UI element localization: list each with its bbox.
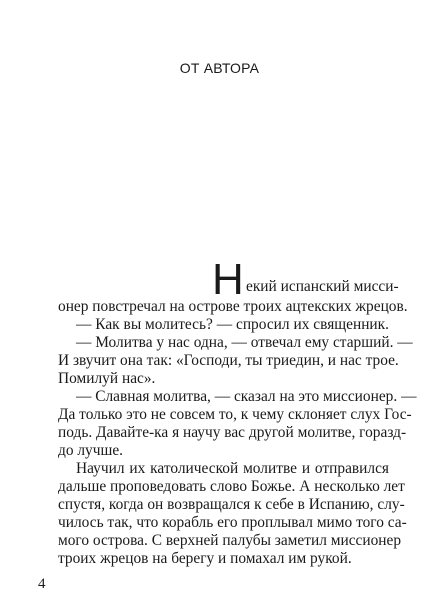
text-line: дальше проповедовать слово Божье. А несколько лет <box>58 478 405 495</box>
text-line: И звучит она так: «Господи, ты триедин, и нас трое. <box>58 352 399 369</box>
text-line: чилось так, что корабль его проплывал мимо того са- <box>58 514 407 531</box>
text-line: троих жрецов на берегу и помахал им рукой. <box>58 550 352 567</box>
drop-cap: Н <box>212 255 244 304</box>
text-line: — Как вы молитесь? — спросил их священник. <box>76 316 389 333</box>
text-line: мого острова. С верхней палубы заметил миссионер <box>58 532 402 549</box>
text-line: Научил их католической молитве и отправился <box>76 460 389 477</box>
text-line: до лучше. <box>58 442 124 459</box>
text-line: онер повстречал на острове троих ацтекских жрецов. <box>58 298 408 315</box>
text-line: спустя, когда он возвращался к себе в Испанию, слу- <box>58 496 405 513</box>
first-line: екий испанский мисси- <box>246 278 399 295</box>
text-line: Помилуй нас». <box>58 370 156 387</box>
text-line: — Славная молитва, — сказал на это миссионер. — <box>76 388 417 405</box>
text-line: подь. Давайте-ка я научу вас другой молитве, горазд- <box>58 424 407 441</box>
text-line: — Молитва у нас одна, — отвечал ему старший. — <box>76 334 413 351</box>
text-line: Да только это не совсем то, к чему склоняет слух Гос- <box>58 406 412 423</box>
page-number: 4 <box>38 576 46 592</box>
page-heading: ОТ АВТОРА <box>179 60 260 76</box>
